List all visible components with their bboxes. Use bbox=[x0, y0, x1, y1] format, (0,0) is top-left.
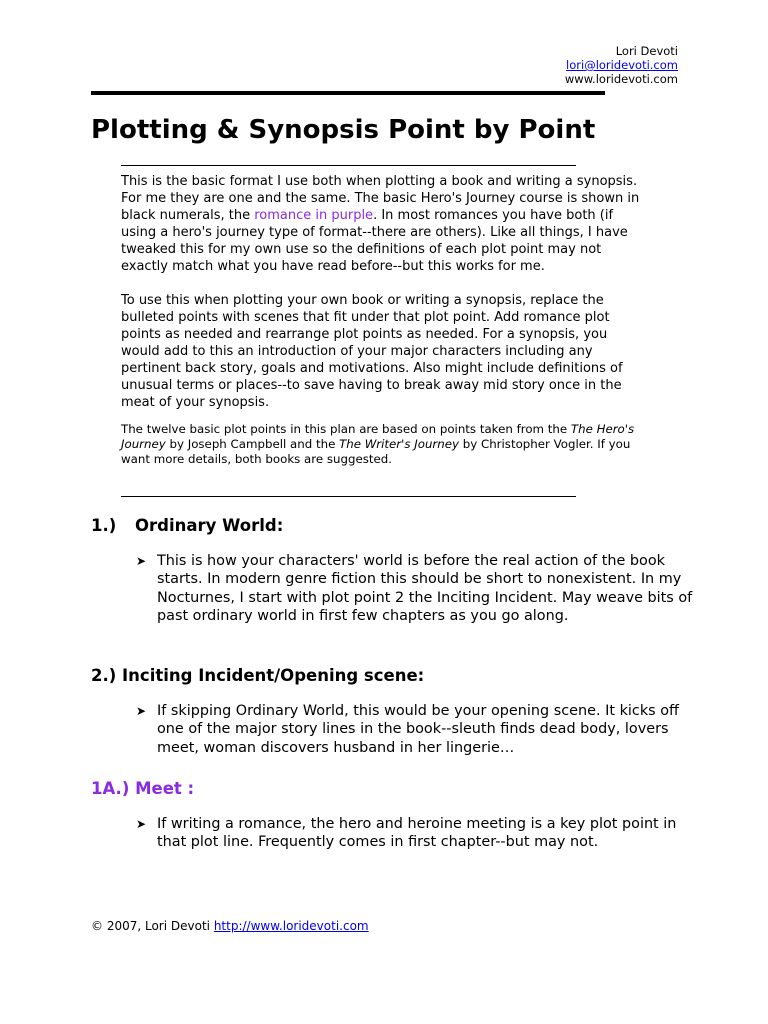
footer bbox=[91, 918, 369, 934]
section-heading-meet: 1A.) Meet : bbox=[91, 779, 195, 798]
section-heading-inciting-incident: 2.) Inciting Incident/Opening scene: bbox=[91, 666, 425, 685]
arrowhead-bullet-icon: ➤ bbox=[136, 817, 147, 831]
book-title-heros-journey: The Hero's Journey bbox=[121, 422, 635, 451]
bullet-ordinary-world: ➤ This is how your characters' world is before the real action of the book starts. In modern genre fiction this should be short to nonexistent. In my Nocturnes, I start with plot point 2 the Inciting Incident. May weave bits of past ordinary world in first few chapters as you go along. bbox=[136, 553, 693, 624]
footer-copyright: © 2007, Lori Devoti bbox=[91, 919, 214, 933]
intro-paragraph-2: To use this when plotting your own book or writing a synopsis, replace the bulleted points with scenes that fit under that plot point. Add romance plot points as needed and rearrange plot points as needed. For a synopsis, you would add to this an introduction of your major characters including any pertinent back story, goals and motivations. Also might include definitions of unusual terms or places--to save having to break away mid story once in the meat of your synopsis. bbox=[121, 293, 623, 410]
intro-paragraph-3: The twelve basic plot points in this plan are based on points taken from the The Hero's Journey by Joseph Campbell and the The Writer's Journey by Christopher Vogler. If you want more details, both books are suggested. bbox=[121, 422, 635, 466]
intro-paragraph-1: This is the basic format I use both when plotting a book and writing a synopsis. For me they are one and the same. The basic Hero's Journey course is shown in black numerals, the romance in purple. In most romances you have both (if using a hero's journey type of format--there are others). Like all things, I have tweaked this for my own use so the definitions of each plot point may not exactly match what you have read before--but this works for me. bbox=[121, 174, 640, 274]
email-link[interactable]: lori@loridevoti.com bbox=[566, 58, 678, 72]
top-rule bbox=[91, 91, 605, 95]
footer-website-link[interactable]: http://www.loridevoti.com bbox=[213, 919, 369, 933]
bullet-inciting-incident: ➤ If skipping Ordinary World, this would be your opening scene. It kicks off one of the major story lines in the book--sleuth finds dead body, lovers meet, woman discovers husband in her lingerie… bbox=[136, 703, 679, 756]
arrowhead-bullet-icon: ➤ bbox=[136, 704, 147, 718]
website-text: www.loridevoti.com bbox=[564, 72, 678, 86]
bullet-meet: ➤ If writing a romance, the hero and heroine meeting is a key plot point in that plot line. Frequently comes in first chapter--but may not. bbox=[136, 816, 677, 851]
romance-purple-text: romance in purple bbox=[254, 208, 374, 223]
intro-bottom-rule bbox=[121, 496, 576, 497]
author-header bbox=[565, 44, 678, 86]
author-name: Lori Devoti bbox=[615, 44, 678, 58]
intro-top-rule bbox=[121, 165, 576, 166]
arrowhead-bullet-icon: ➤ bbox=[136, 554, 147, 568]
book-title-writers-journey: The Writer's Journey bbox=[339, 437, 459, 451]
section-heading-ordinary-world: 1.) Ordinary World: bbox=[91, 516, 284, 535]
intro-section bbox=[121, 173, 641, 467]
page-title: Plotting & Synopsis Point by Point bbox=[91, 115, 596, 145]
